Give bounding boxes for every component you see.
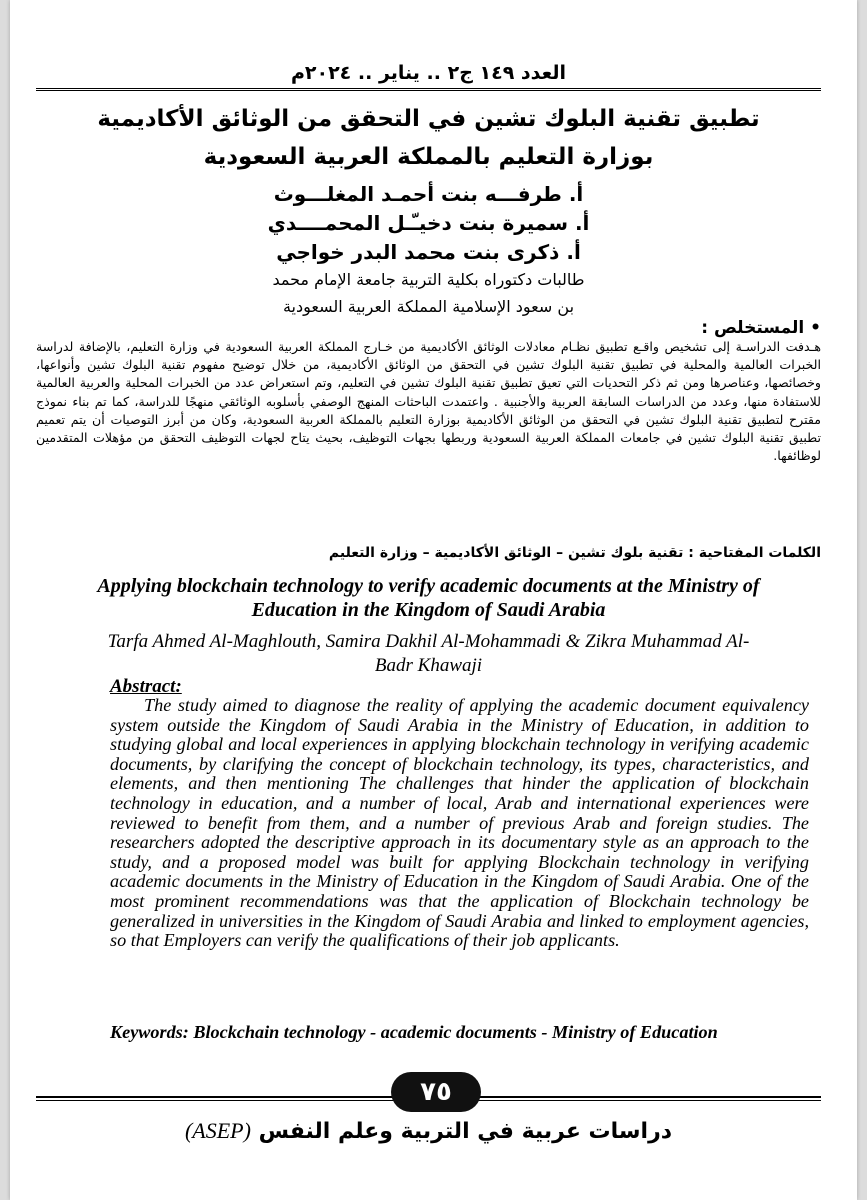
arabic-author-1: أ. طرفـــه بنت أحمـد المغلـــوث (273, 182, 584, 206)
issue-info: العدد ١٤٩ ج٢ .. يناير .. ٢٠٢٤م (290, 62, 567, 84)
arabic-title: تطبيق تقنية البلوك تشين في التحقق من الوثائق الأكاديمية بوزارة التعليم بالمملكة العربية السعودية (97, 106, 760, 170)
english-abstract-heading: Abstract: (110, 676, 182, 697)
english-authors: Tarfa Ahmed Al-Maghlouth, Samira Dakhil Al-Mohammadi & Zikra Muhammad Al-Badr Khawaji (107, 631, 750, 676)
arabic-affiliation (36, 266, 821, 320)
english-keywords: Keywords: Blockchain technology - academic documents - Ministry of Education (110, 1022, 718, 1042)
journal-abbreviation: (ASEP) (184, 1118, 251, 1143)
arabic-author-2: أ. سميرة بنت دخيـّـل المحمــــدي (267, 211, 590, 235)
journal-name: دراسات عربية في التربية وعلم النفس (258, 1119, 673, 1144)
page-number-bar (36, 1072, 821, 1112)
arabic-author-3: أ. ذكرى بنت محمد البدر خواجي (276, 240, 581, 264)
arabic-abstract-heading: • المستخلص : (701, 318, 821, 338)
english-abstract: The study aimed to diagnose the reality of applying the academic document equivalency system outside the Kingdom of Saudi Arabia in the Ministry of Education, in addition to studying global and local experiences in applying blockchain technology in verifying academic documents, by clarifying the concept of blockchain technology, its types, characteristics, and elements, and then mentioning The challenges that hinder the application of blockchain technology in education, and a number of local, Arab and international experiences were reviewed to benefit from them, and a number of previous Arab and foreign studies. The researchers adopted the descriptive approach in its documentary style as an approach to the study, and a proposed model was built for applying Blockchain technology in verifying academic documents in the Ministry of Education in the Kingdom of Saudi Arabia. One of the most prominent recommendations was that the application of Blockchain technology be generalized in universities in the Kingdom of Saudi Arabia and linked to employment agencies, so that Employers can verify the qualifications of their job applicants. (110, 695, 809, 951)
affiliation-line-1: طالبات دكتوراه بكلية التربية جامعة الإمام محمد (272, 270, 585, 289)
arabic-abstract: هـدفت الدراسـة إلى تشخيص واقـع تطبيق نظـام معادلات الوثائق الأكاديمية من خـارج المملكة العربية السعودية في وزارة التعليم، بالإضافة لدراسة الخبرات العالمية والمحلية في تطبيق تقنية البلوك تشين في التحقق من الوثائق الأكاديمية، من خلال توضيح مفهوم تقنية البلوك تشين وأنواعها، وخصائصها، وعناصرها ومن ثم ذكر التحديات التي تعيق تطبيق تقنية البلوك تشين في التعليم، وتم استعراض عدد من الخبرات المحلية والعربية العالمية للاستفادة منها، وعدد من الدراسات السابقة العربية والأجنبية . واعتمدت الباحثات المنهج الوصفي بأسلوبه الوثائقي منهجًا للدراسة، كما تم بناء نموذج مقترح لتطبيق تقنية البلوك تشين في التحقق من الوثائق الأكاديمية بوزارة التعليم بالمملكة العربية السعودية، وكان من أبرز التوصيات أن يتم تعميم تطبيق تقنية البلوك تشين في جامعات المملكة العربية السعودية وربطها بجهات التوظيف، بحيث يتاح لجهات التوظيف التحقق من مؤهلات المتقدمين لوظائفها. (36, 339, 821, 464)
arabic-authors (36, 180, 821, 267)
journal-footer (36, 1118, 821, 1144)
english-title: Applying blockchain technology to verify academic documents at the Ministry of Education in the Kingdom of Saudi Arabia (97, 575, 760, 621)
arabic-keywords: الكلمات المفتاحية : تقنية بلوك تشين – الوثائق الأكاديمية – وزارة التعليم (328, 545, 821, 561)
paper-page (36, 0, 821, 1200)
affiliation-line-2: بن سعود الإسلامية المملكة العربية السعودية (282, 297, 575, 316)
page-sheet (10, 0, 857, 1200)
page-number: ٧٥ (391, 1072, 481, 1112)
running-header (36, 56, 821, 91)
